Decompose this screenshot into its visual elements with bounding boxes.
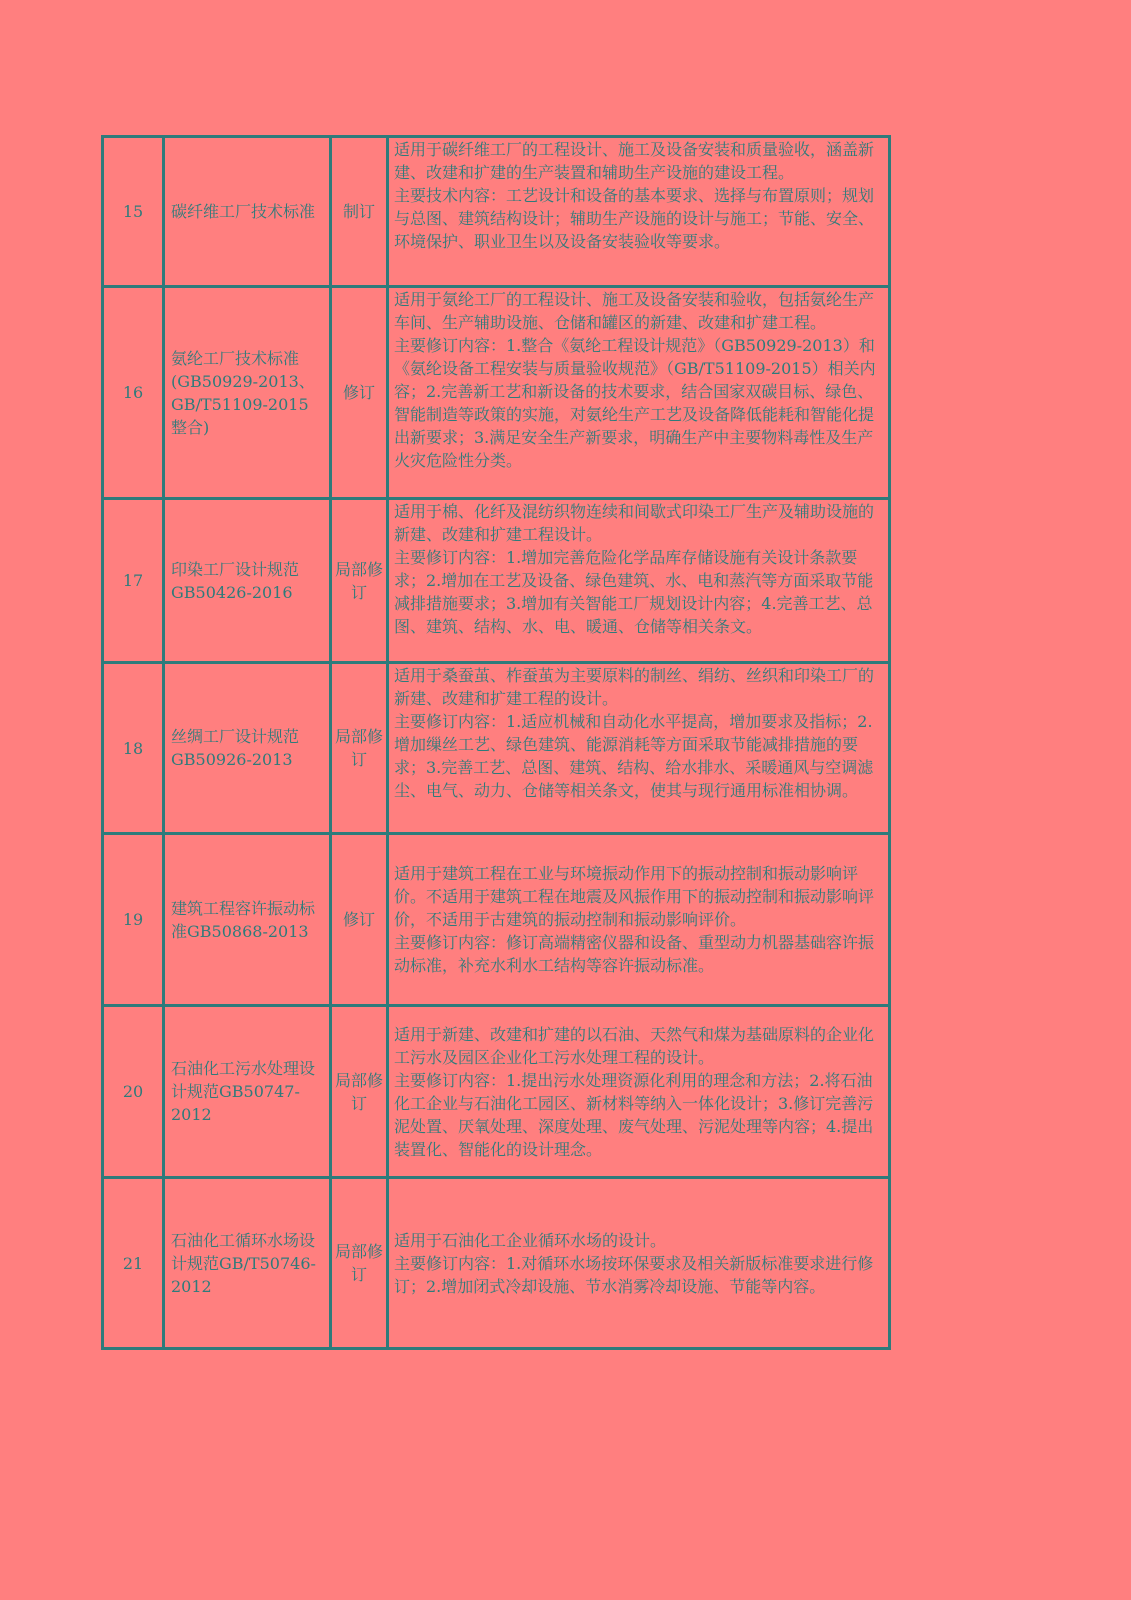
scope-description: 适用于碳纤维工厂的工程设计、施工及设备安装和质量验收，涵盖新建、改建和扩建的生产装置和辅助生产设施的建设工程。 主要技术内容：工艺设计和设备的基本要求、选择与布置原则；规划与总图、建筑结构设计；辅助生产设施的设计与施工；节能、安全、环境保护、职业卫生以及设备安装验收等要求。 bbox=[394, 140, 875, 251]
row-number: 17 bbox=[103, 499, 164, 663]
standards-table bbox=[101, 135, 891, 1350]
row-number: 19 bbox=[103, 834, 164, 1006]
row-number: 18 bbox=[103, 663, 164, 834]
revision-type: 局部修订 bbox=[331, 1006, 388, 1178]
standard-name: 石油化工循环水场设计规范GB/T50746-2012 bbox=[164, 1178, 331, 1349]
revision-type: 修订 bbox=[331, 834, 388, 1006]
row-number: 15 bbox=[103, 137, 164, 287]
table-row bbox=[103, 1006, 890, 1178]
table-row bbox=[103, 1178, 890, 1349]
standard-name: 丝绸工厂设计规范GB50926-2013 bbox=[164, 663, 331, 834]
standard-name: 石油化工污水处理设计规范GB50747-2012 bbox=[164, 1006, 331, 1178]
table-row bbox=[103, 287, 890, 499]
revision-type: 局部修订 bbox=[331, 499, 388, 663]
table-row bbox=[103, 663, 890, 834]
scope-description: 适用于桑蚕茧、柞蚕茧为主要原料的制丝、绢纺、丝织和印染工厂的新建、改建和扩建工程的设计。 主要修订内容：1.适应机械和自动化水平提高，增加要求及指标；2.增加缫丝工艺、绿色建筑、能源消耗等方面采取节能减排措施的要求；3.完善工艺、总图、建筑、结构、给水排水、采暖通风与空调滤尘、电气、动力、仓储等相关条文，使其与现行通用标准相协调。 bbox=[394, 666, 875, 800]
row-number: 16 bbox=[103, 287, 164, 499]
revision-type: 制订 bbox=[331, 137, 388, 287]
scope-description: 适用于棉、化纤及混纺织物连续和间歇式印染工厂生产及辅助设施的新建、改建和扩建工程设计。 主要修订内容：1.增加完善危险化学品库存储设施有关设计条款要求；2.增加在工艺及设备、绿色建筑、水、电和蒸汽等方面采取节能减排措施要求；3.增加有关智能工厂规划设计内容；4.完善工艺、总图、建筑、结构、水、电、暖通、仓储等相关条文。 bbox=[394, 502, 875, 636]
standard-name: 碳纤维工厂技术标准 bbox=[164, 137, 331, 287]
revision-type: 局部修订 bbox=[331, 663, 388, 834]
revision-type: 修订 bbox=[331, 287, 388, 499]
table-row bbox=[103, 137, 890, 287]
table-row bbox=[103, 834, 890, 1006]
scope-description: 适用于建筑工程在工业与环境振动作用下的振动控制和振动影响评价。不适用于建筑工程在地震及风振作用下的振动控制和振动影响评价，不适用于古建筑的振动控制和振动影响评价。 主要修订内容：修订高端精密仪器和设备、重型动力机器基础容许振动标准，补充水利水工结构等容许振动标准。 bbox=[394, 864, 875, 975]
scope-description: 适用于氨纶工厂的工程设计、施工及设备安装和验收，包括氨纶生产车间、生产辅助设施、仓储和罐区的新建、改建和扩建工程。 主要修订内容：1.整合《氨纶工程设计规范》（GB50929-2013）和《氨纶设备工程安装与质量验收规范》（GB/T51109-2015）相关内容；2.完善新工艺和新设备的技术要求，结合国家双碳目标、绿色、智能制造等政策的实施，对氨纶生产工艺及设备降低能耗和智能化提出新要求；3.满足安全生产新要求，明确生产中主要物料毒性及生产火灾危险性分类。 bbox=[394, 290, 876, 470]
standard-name: 氨纶工厂技术标准(GB50929-2013、GB/T51109-2015整合) bbox=[164, 287, 331, 499]
row-number: 20 bbox=[103, 1006, 164, 1178]
table-row bbox=[103, 499, 890, 663]
standard-name: 印染工厂设计规范GB50426-2016 bbox=[164, 499, 331, 663]
row-number: 21 bbox=[103, 1178, 164, 1349]
scope-description: 适用于石油化工企业循环水场的设计。 主要修订内容：1.对循环水场按环保要求及相关新版标准要求进行修订；2.增加闭式冷却设施、节水消雾冷却设施、节能等内容。 bbox=[394, 1230, 874, 1296]
standard-name: 建筑工程容许振动标准GB50868-2013 bbox=[164, 834, 331, 1006]
scope-description: 适用于新建、改建和扩建的以石油、天然气和煤为基础原料的企业化工污水及园区企业化工污水处理工程的设计。 主要修订内容：1.提出污水处理资源化利用的理念和方法；2.将石油化工企业与石油化工园区、新材料等纳入一体化设计；3.修订完善污泥处置、厌氧处理、深度处理、废气处理、污泥处理等内容；4.提出装置化、智能化的设计理念。 bbox=[394, 1024, 875, 1159]
revision-type: 局部修订 bbox=[331, 1178, 388, 1349]
